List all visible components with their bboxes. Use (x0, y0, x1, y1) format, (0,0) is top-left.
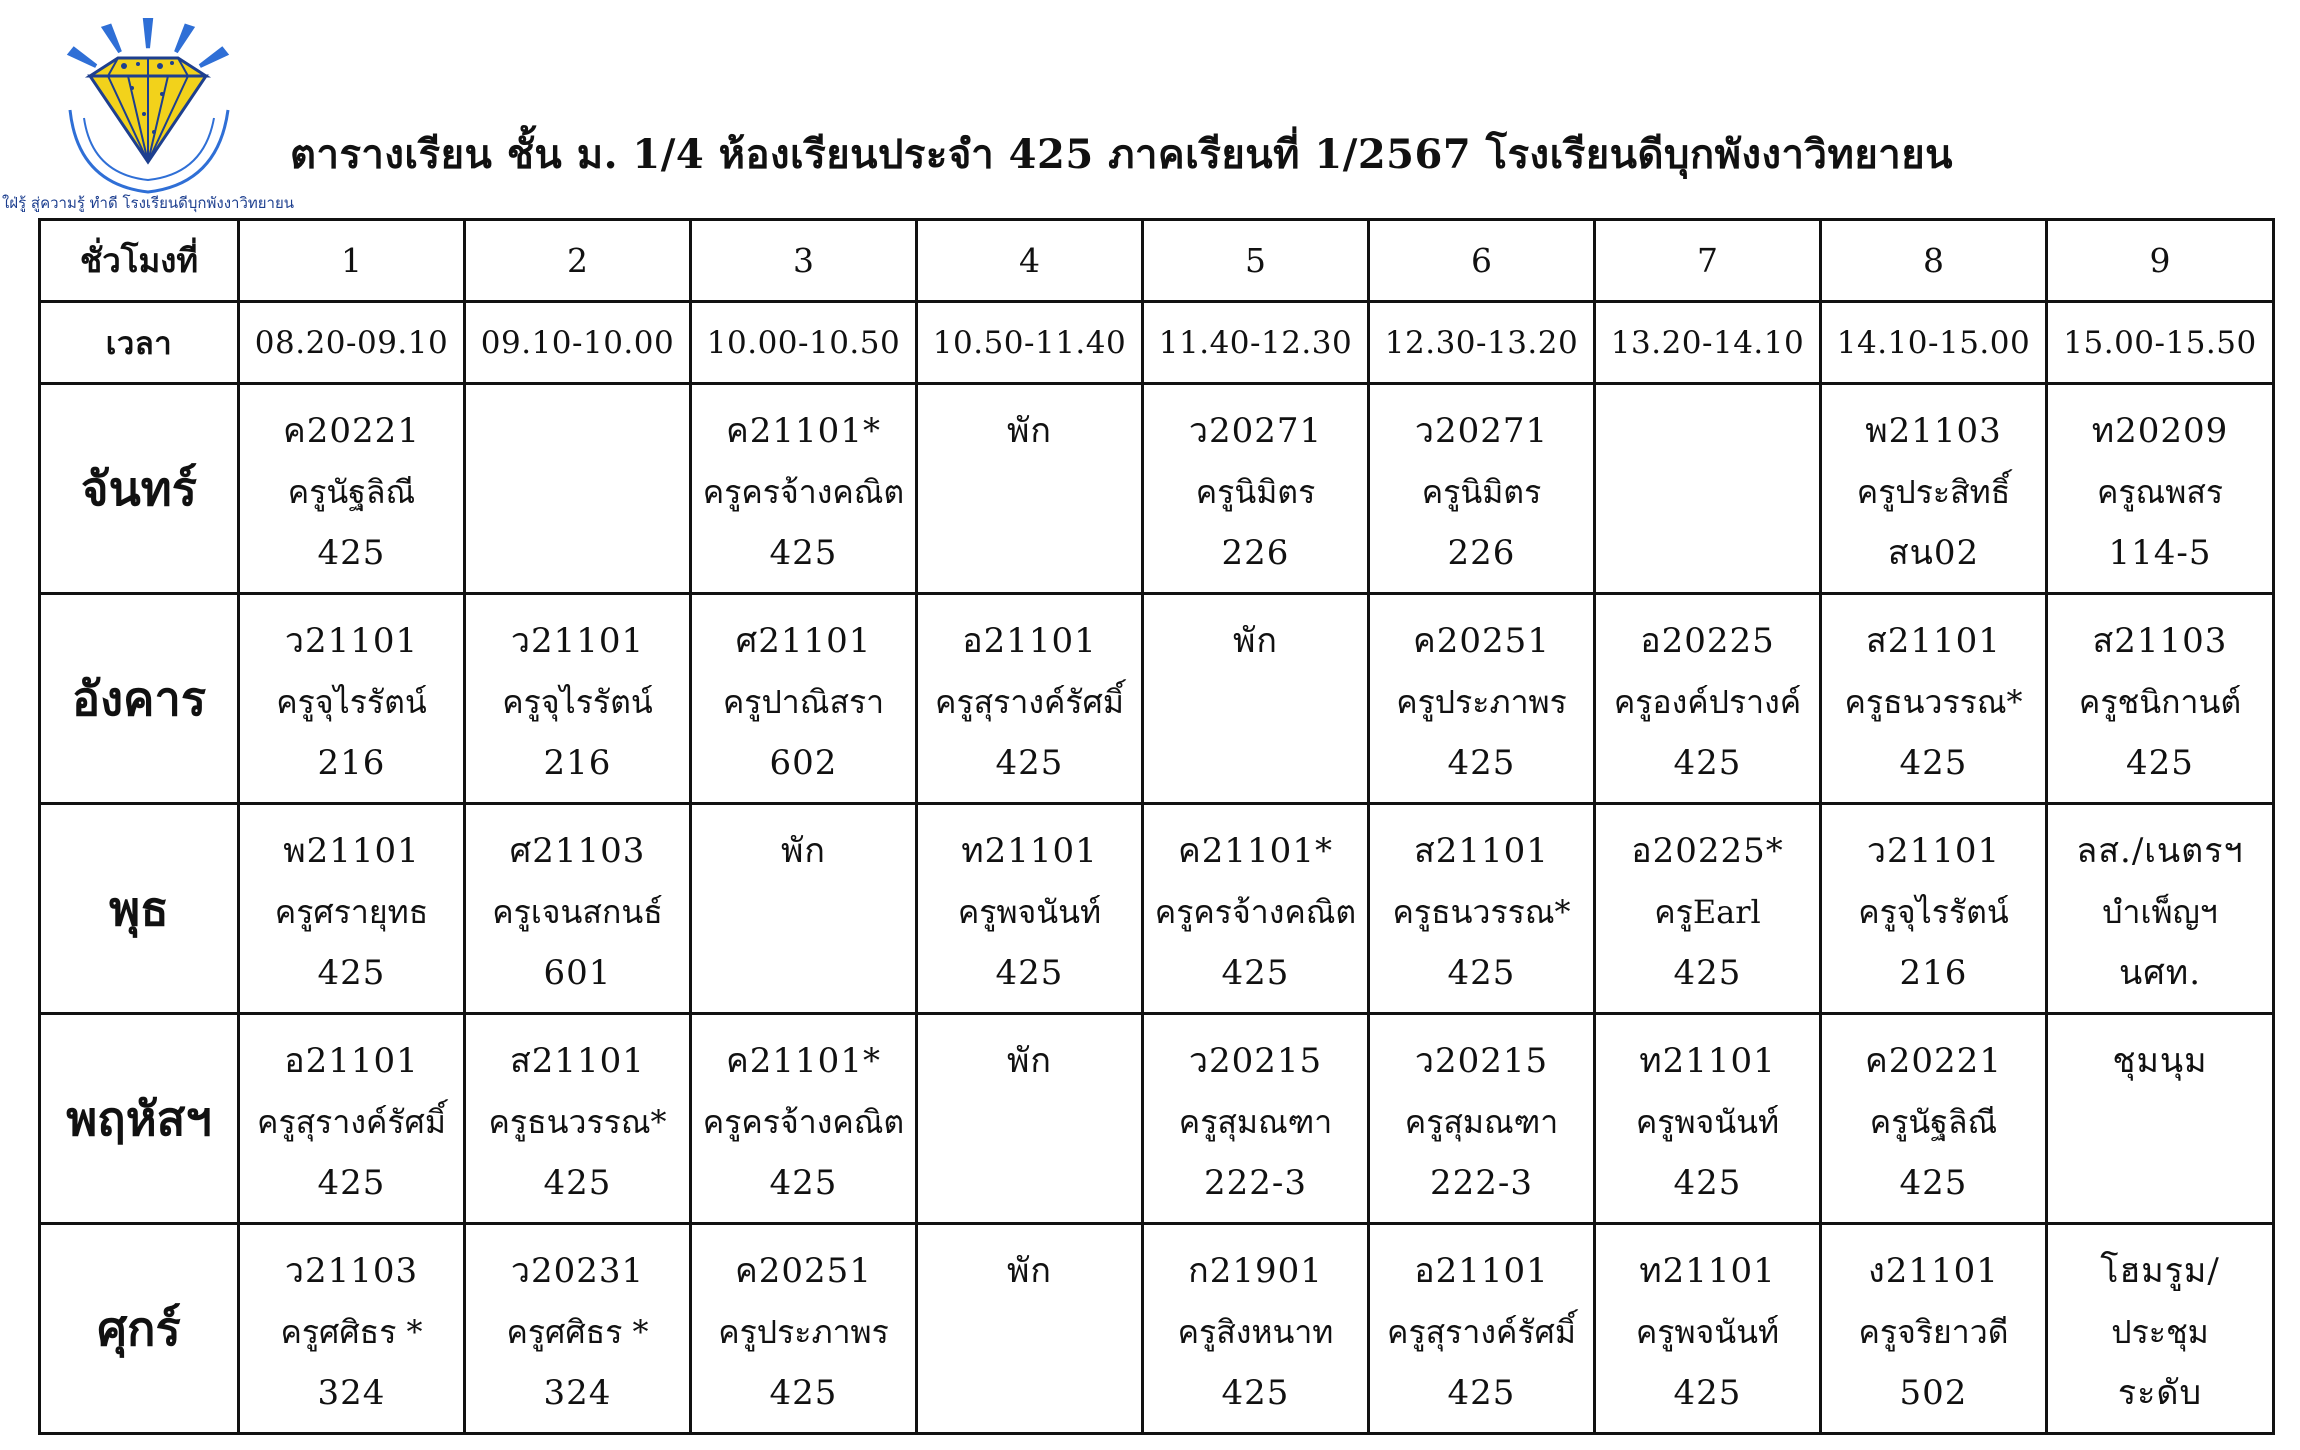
class-cell (1821, 1224, 2047, 1434)
class-cell (465, 804, 691, 1014)
time-row (40, 302, 2274, 384)
class-cell-content (1822, 1225, 2045, 1424)
teacher-name: ครูพจนันท์ (1635, 1103, 1780, 1141)
teacher-name: ครูนัฐลิณี (287, 473, 416, 511)
class-cell-content (466, 805, 689, 1004)
class-cell-content (1596, 1225, 1819, 1424)
teacher-name: ครูเจนสกนธ์ (492, 893, 663, 931)
period-number: 1 (239, 220, 465, 302)
teacher-name (918, 1302, 1141, 1363)
class-cell (1143, 1014, 1369, 1224)
subject-code: ค20221 (283, 411, 420, 451)
subject-code: ส21101 (1414, 831, 1549, 871)
class-cell (1143, 804, 1369, 1014)
subject-code: ท20209 (2091, 411, 2229, 451)
period-number: 3 (691, 220, 917, 302)
period-row (40, 220, 2274, 302)
class-cell (1595, 384, 1821, 594)
room-number (692, 943, 915, 1004)
class-cell (239, 384, 465, 594)
subject-code: ว21101 (510, 621, 645, 661)
day-row (40, 804, 2274, 1014)
teacher-name: ครูนัฐลิณี (1869, 1103, 1998, 1141)
page-title: ตารางเรียน ชั้น ม. 1/4 ห้องเรียนประจำ 425 ภาคเรียนที่ 1/2567 โรงเรียนดีบุกพังงาวิทยายน (290, 131, 1954, 178)
room-number: 425 (1673, 1373, 1742, 1413)
teacher-name: ครูศศิธร * (280, 1313, 423, 1351)
time-label: เวลา (40, 302, 239, 384)
room-number: สน02 (1887, 533, 1980, 573)
day-row (40, 1014, 2274, 1224)
day-label: อังคาร (40, 594, 239, 804)
class-cell (1143, 384, 1369, 594)
period-time: 10.50-11.40 (917, 302, 1143, 384)
subject-code: ว20271 (1414, 411, 1549, 451)
subject-code: ลส./เนตรฯ (2076, 831, 2244, 871)
day-label: จันทร์ (40, 384, 239, 594)
period-number: 8 (1821, 220, 2047, 302)
period-number: 2 (465, 220, 691, 302)
room-number (918, 1153, 1141, 1214)
class-cell-content (692, 1015, 915, 1214)
class-cell-content (466, 385, 689, 584)
class-cell-content (1144, 805, 1367, 1004)
class-cell (691, 384, 917, 594)
class-cell (917, 594, 1143, 804)
class-cell (1595, 1014, 1821, 1224)
room-number: 425 (1221, 1373, 1290, 1413)
teacher-name: ครูครจ้างคณิต (702, 473, 905, 511)
class-cell (917, 384, 1143, 594)
class-cell (691, 1014, 917, 1224)
subject-code: พัก (1007, 1041, 1052, 1081)
day-row (40, 384, 2274, 594)
room-number: 425 (1447, 743, 1516, 783)
class-cell (691, 804, 917, 1014)
room-number: 601 (543, 953, 612, 993)
diamond-icon (90, 58, 206, 162)
teacher-name: ประชุม (2111, 1313, 2209, 1351)
room-number: 222-3 (1429, 1163, 1533, 1203)
teacher-name: ครูสุรางค์รัศมิ์ (1387, 1313, 1576, 1351)
class-cell (1369, 384, 1595, 594)
teacher-name: ครูครจ้างคณิต (1154, 893, 1357, 931)
class-cell-content (1822, 385, 2045, 584)
class-cell-content (1822, 1015, 2045, 1214)
period-time: 13.20-14.10 (1595, 302, 1821, 384)
subject-code: ว21101 (284, 621, 419, 661)
subject-code: ว20215 (1188, 1041, 1323, 1081)
teacher-name: ครูชนิกานต์ (2078, 683, 2242, 721)
subject-code: พัก (1007, 411, 1052, 451)
teacher-name: ครูศรายุทธ (274, 893, 429, 931)
teacher-name: ครูสิงหนาท (1177, 1313, 1334, 1351)
room-number: 216 (543, 743, 612, 783)
room-number (918, 523, 1141, 584)
period-number: 5 (1143, 220, 1369, 302)
subject-code: พัก (1233, 621, 1278, 661)
teacher-name: บำเพ็ญฯ (2102, 893, 2218, 931)
class-cell-content (2048, 595, 2272, 794)
class-cell-content (1370, 1225, 1593, 1424)
subject-code: ชุมนุม (2112, 1041, 2208, 1081)
period-number: 4 (917, 220, 1143, 302)
class-cell-content (918, 595, 1141, 794)
class-cell-content (1596, 385, 1819, 584)
subject-code: อ21101 (962, 621, 1097, 661)
room-number: 324 (543, 1373, 612, 1413)
teacher-name (466, 462, 689, 523)
class-cell (1143, 594, 1369, 804)
room-number: 425 (769, 1373, 838, 1413)
class-cell-content (240, 385, 463, 584)
class-cell-content (1370, 595, 1593, 794)
class-cell (917, 1014, 1143, 1224)
teacher-name: ครูธนวรรณ* (1844, 683, 2023, 721)
subject-code: อ20225 (1640, 621, 1775, 661)
teacher-name (2048, 1092, 2272, 1153)
subject-code: ศ21103 (509, 831, 646, 871)
subject-code: โฮมรูม/ (2100, 1251, 2220, 1291)
class-cell (1595, 594, 1821, 804)
room-number (1144, 733, 1367, 794)
subject-code: พัก (1007, 1251, 1052, 1291)
class-cell (1143, 1224, 1369, 1434)
class-cell-content (1144, 1015, 1367, 1214)
room-number: 324 (317, 1373, 386, 1413)
class-cell-content (466, 1015, 689, 1214)
class-cell-content (2048, 385, 2272, 584)
room-number: 502 (1899, 1373, 1968, 1413)
subject-code: พ21101 (283, 831, 420, 871)
teacher-name: ครูศศิธร * (506, 1313, 649, 1351)
room-number: 216 (1899, 953, 1968, 993)
room-number: 425 (1673, 953, 1742, 993)
period-time: 14.10-15.00 (1821, 302, 2047, 384)
teacher-name: ครูจริยาวดี (1858, 1313, 2009, 1351)
day-row (40, 1224, 2274, 1434)
class-cell (1595, 1224, 1821, 1434)
room-number: 425 (1447, 1373, 1516, 1413)
class-cell (1369, 1224, 1595, 1434)
room-number: 425 (317, 953, 386, 993)
room-number: 226 (1447, 533, 1516, 573)
class-cell-content (918, 385, 1141, 584)
teacher-name: ครูครจ้างคณิต (702, 1103, 905, 1141)
class-cell-content (1144, 385, 1367, 584)
class-cell-content (918, 1225, 1141, 1424)
room-number: 425 (317, 1163, 386, 1203)
room-number (466, 523, 689, 584)
subject-code: ส21103 (2092, 621, 2228, 661)
class-cell (465, 594, 691, 804)
teacher-name: ครูธนวรรณ* (488, 1103, 667, 1141)
teacher-name: ครูประสิทธิ์ (1856, 473, 2011, 511)
subject-code: อ21101 (1414, 1251, 1549, 1291)
day-row (40, 594, 2274, 804)
class-cell-content (918, 1015, 1141, 1214)
subject-code (1596, 401, 1819, 462)
class-cell-content (1144, 595, 1367, 794)
teacher-name: ครูพจนันท์ (957, 893, 1102, 931)
class-cell-content (692, 385, 915, 584)
class-cell (1821, 594, 2047, 804)
class-cell (1821, 1014, 2047, 1224)
teacher-name: ครูธนวรรณ* (1392, 893, 1571, 931)
room-number: 425 (317, 533, 386, 573)
timetable-body (40, 220, 2274, 1434)
class-cell-content (240, 595, 463, 794)
teacher-name: ครูประภาพร (718, 1313, 889, 1351)
room-number: 216 (317, 743, 386, 783)
class-cell-content (240, 1015, 463, 1214)
room-number: 222-3 (1203, 1163, 1307, 1203)
subject-code: ท21101 (1639, 1041, 1776, 1081)
period-time: 11.40-12.30 (1143, 302, 1369, 384)
teacher-name (918, 1092, 1141, 1153)
class-cell-content (466, 1225, 689, 1424)
teacher-name: ครูจุไรรัตน์ (276, 683, 427, 721)
subject-code: ค20251 (735, 1251, 872, 1291)
subject-code: ส21101 (510, 1041, 645, 1081)
class-cell-content (1596, 1015, 1819, 1214)
class-cell-content (1596, 805, 1819, 1004)
class-cell (2047, 1224, 2274, 1434)
period-time: 09.10-10.00 (465, 302, 691, 384)
logo-ribbon-text: ใฝ่รู้ สู่ความรู้ ทำดี โรงเรียนดีบุกพังงาวิทยายน (1, 194, 295, 212)
subject-code: ค20221 (1865, 1041, 2002, 1081)
subject-code: ท21101 (1639, 1251, 1776, 1291)
class-cell-content (1370, 1015, 1593, 1214)
room-number: 425 (1221, 953, 1290, 993)
teacher-name: ครูพจนันท์ (1635, 1313, 1780, 1351)
teacher-name: ครูสุมณฑา (1178, 1103, 1333, 1141)
class-cell-content (1822, 595, 2045, 794)
teacher-name: ครูณพสร (2096, 473, 2224, 511)
teacher-name: ครูEarl (1654, 893, 1761, 931)
teacher-name: ครูองค์ปรางค์ (1613, 683, 1802, 721)
subject-code: ค21101* (726, 411, 881, 451)
room-number: 425 (1447, 953, 1516, 993)
period-number: 9 (2047, 220, 2274, 302)
room-number: 114-5 (2108, 533, 2212, 573)
class-cell-content (2048, 805, 2272, 1004)
school-logo (1, 14, 295, 214)
class-cell (465, 1224, 691, 1434)
class-cell-content (240, 1225, 463, 1424)
class-cell-content (1144, 1225, 1367, 1424)
class-cell (1821, 384, 2047, 594)
period-number: 6 (1369, 220, 1595, 302)
subject-code: ว20271 (1188, 411, 1323, 451)
room-number (2048, 1153, 2272, 1214)
subject-code: พ21103 (1865, 411, 2002, 451)
period-time: 15.00-15.50 (2047, 302, 2274, 384)
room-number: ระดับ (2117, 1373, 2203, 1413)
subject-code: ส21101 (1866, 621, 2001, 661)
room-number: 425 (769, 1163, 838, 1203)
room-number: 425 (1899, 1163, 1968, 1203)
class-cell-content (1370, 385, 1593, 584)
teacher-name: ครูนิมิตร (1195, 473, 1316, 511)
room-number: 425 (995, 953, 1064, 993)
room-number (1596, 523, 1819, 584)
subject-code: ค21101* (1178, 831, 1333, 871)
class-cell-content (918, 805, 1141, 1004)
room-number: นศท. (2118, 953, 2202, 993)
class-cell (917, 1224, 1143, 1434)
subject-code (466, 401, 689, 462)
period-time: 12.30-13.20 (1369, 302, 1595, 384)
subject-code: ค21101* (726, 1041, 881, 1081)
class-cell (2047, 594, 2274, 804)
period-time: 10.00-10.50 (691, 302, 917, 384)
teacher-name (1596, 462, 1819, 523)
class-cell (1369, 804, 1595, 1014)
class-cell (239, 1224, 465, 1434)
class-cell (691, 1224, 917, 1434)
subject-code: อ20225* (1631, 831, 1784, 871)
subject-code: ว21101 (1866, 831, 2001, 871)
subject-code: ท21101 (961, 831, 1098, 871)
subject-code: ค20251 (1413, 621, 1550, 661)
teacher-name (692, 882, 915, 943)
day-label: ศุกร์ (40, 1224, 239, 1434)
subject-code: อ21101 (284, 1041, 419, 1081)
class-cell (691, 594, 917, 804)
period-label: ชั่วโมงที่ (40, 220, 239, 302)
class-cell-content (1596, 595, 1819, 794)
room-number: 425 (1673, 743, 1742, 783)
timetable (38, 218, 2275, 1435)
room-number: 425 (1899, 743, 1968, 783)
teacher-name (1144, 672, 1367, 733)
class-cell (917, 804, 1143, 1014)
class-cell-content (692, 1225, 915, 1424)
class-cell-content (2048, 1225, 2272, 1424)
class-cell (2047, 1014, 2274, 1224)
room-number: 425 (2126, 743, 2194, 783)
class-cell-content (1370, 805, 1593, 1004)
class-cell-content (692, 595, 915, 794)
teacher-name: ครูสุรางค์รัศมิ์ (935, 683, 1124, 721)
class-cell (239, 1014, 465, 1224)
subject-code: ก21901 (1188, 1251, 1323, 1291)
day-label: พุธ (40, 804, 239, 1014)
subject-code: ว21103 (284, 1251, 419, 1291)
subject-code: ว20215 (1414, 1041, 1549, 1081)
room-number: 425 (769, 533, 838, 573)
class-cell-content (466, 595, 689, 794)
subject-code: ง21101 (1868, 1251, 1999, 1291)
class-cell-content (1822, 805, 2045, 1004)
day-label: พฤหัสฯ (40, 1014, 239, 1224)
class-cell (1369, 594, 1595, 804)
room-number: 602 (769, 743, 838, 783)
room-number: 226 (1221, 533, 1290, 573)
room-number (918, 1363, 1141, 1424)
class-cell (1595, 804, 1821, 1014)
subject-code: ศ21101 (735, 621, 872, 661)
class-cell (465, 1014, 691, 1224)
class-cell (239, 594, 465, 804)
room-number: 425 (543, 1163, 612, 1203)
teacher-name: ครูสุมณฑา (1404, 1103, 1559, 1141)
teacher-name: ครูจุไรรัตน์ (502, 683, 653, 721)
class-cell (1369, 1014, 1595, 1224)
room-number: 425 (1673, 1163, 1742, 1203)
teacher-name (918, 462, 1141, 523)
class-cell (2047, 804, 2274, 1014)
class-cell (2047, 384, 2274, 594)
subject-code: พัก (781, 831, 826, 871)
class-cell (1821, 804, 2047, 1014)
class-cell-content (240, 805, 463, 1004)
period-time: 08.20-09.10 (239, 302, 465, 384)
period-number: 7 (1595, 220, 1821, 302)
teacher-name: ครูนิมิตร (1421, 473, 1542, 511)
class-cell (465, 384, 691, 594)
subject-code: ว20231 (510, 1251, 645, 1291)
teacher-name: ครูสุรางค์รัศมิ์ (257, 1103, 446, 1141)
class-cell-content (2048, 1015, 2272, 1214)
room-number: 425 (995, 743, 1064, 783)
teacher-name: ครูปาณิสรา (722, 683, 885, 721)
teacher-name: ครูประภาพร (1396, 683, 1567, 721)
class-cell-content (692, 805, 915, 1004)
teacher-name: ครูจุไรรัตน์ (1858, 893, 2009, 931)
class-cell (239, 804, 465, 1014)
